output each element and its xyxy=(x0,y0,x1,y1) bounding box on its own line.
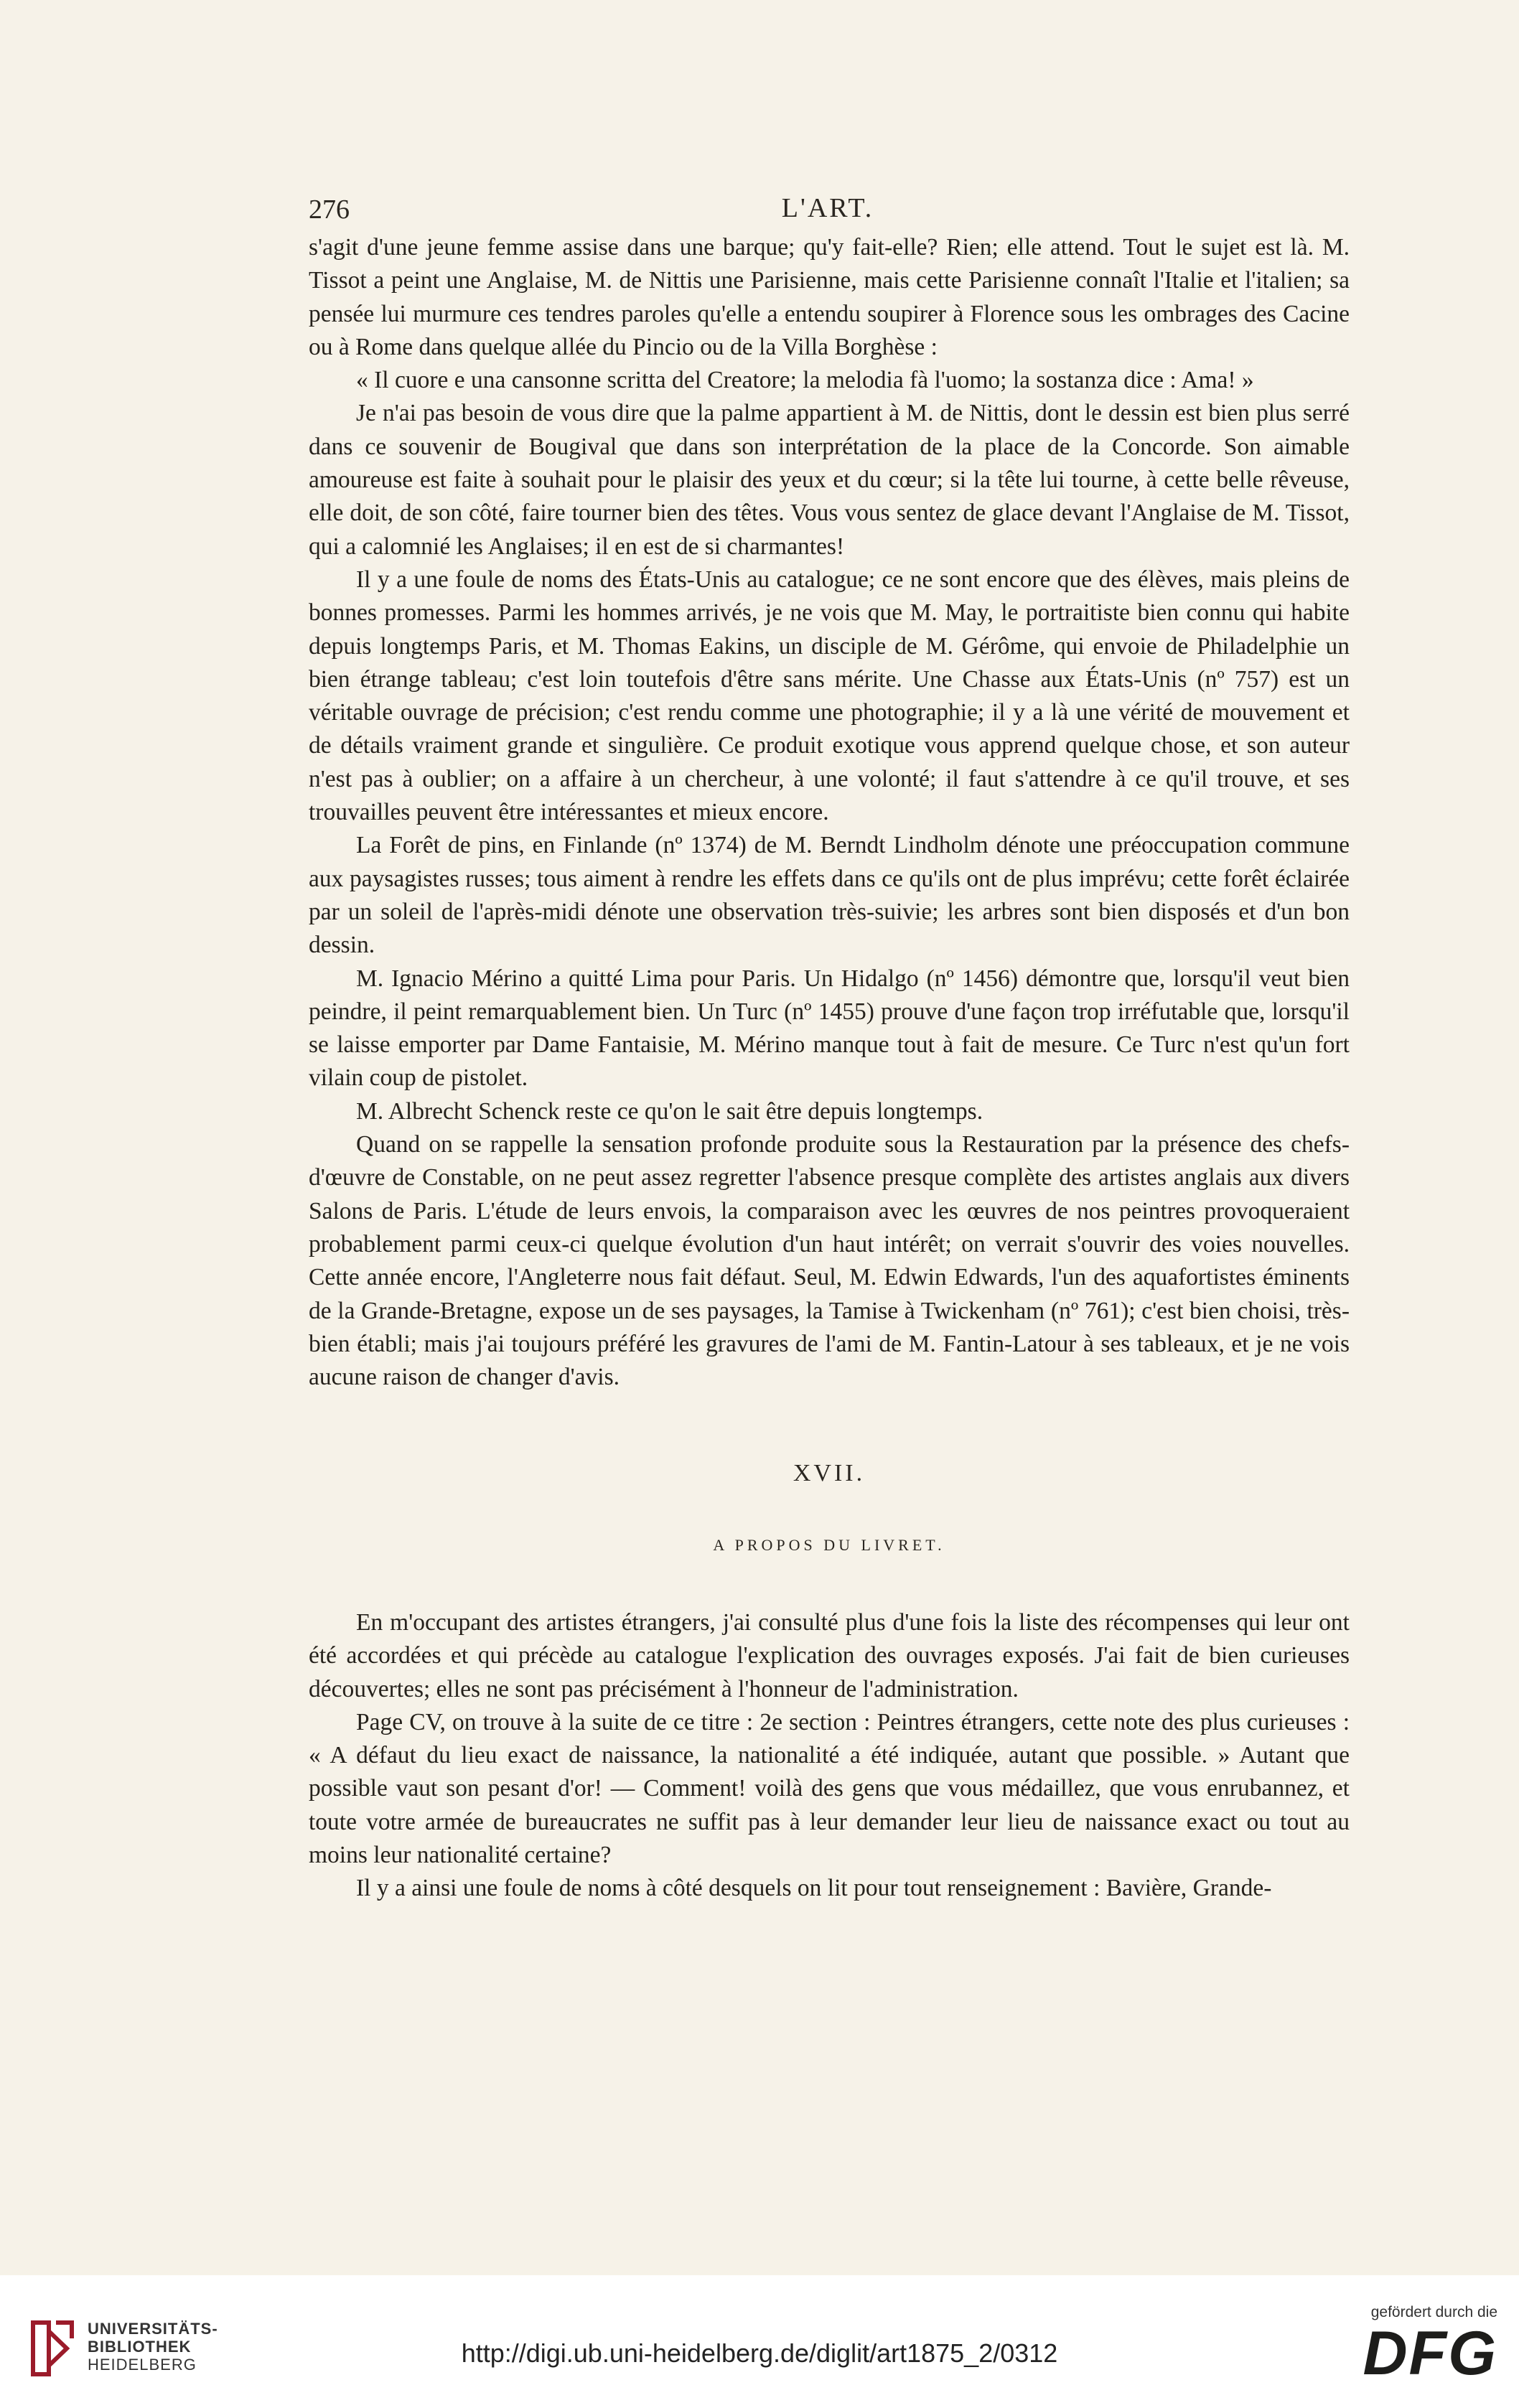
paragraph: En m'occupant des artistes étrangers, j'ai consulté plus d'une fois la liste des récompenses qui leur ont été accordées et qui précède au catalogue l'explication des ouvrages exposés. J'ai fait de bien curieuses découvertes; elles ne sont pas précisément à l'honneur de l'administration. xyxy=(309,1609,1350,1702)
library-name: UNIVERSITÄTS- BIBLIOTHEK HEIDELBERG xyxy=(88,2320,218,2374)
section-title: A PROPOS DU LIVRET. xyxy=(713,1536,945,1554)
paragraph: s'agit d'une jeune femme assise dans une barque; qu'y fait-elle? Rien; elle attend. Tout le sujet est là. M. Tissot a peint une Anglaise, M. de Nittis une Parisienne, mais cette Parisienne connaît l'Italie et l'italien; sa pensée lui murmure ces tendres paroles qu'elle a entendu soupirer à Florence sous les ombrages des Cacine ou à Rome dans quelque allée du Pincio ou de la Villa Borghèse : xyxy=(309,234,1350,360)
running-title: L'ART. xyxy=(781,193,874,223)
page-header xyxy=(306,188,1350,231)
page-number: 276 xyxy=(309,195,350,225)
section-body xyxy=(309,231,1350,1394)
paragraph: M. Albrecht Schenck reste ce qu'on le sait être depuis longtemps. xyxy=(356,1097,983,1125)
dfg-logo: DFG xyxy=(1363,2319,1497,2388)
paragraph: Il y a ainsi une foule de noms à côté desquels on lit pour tout renseignement : Bavière, Grande- xyxy=(356,1875,1272,1902)
quote-paragraph: « Il cuore e una cansonne scritta del Creatore; la melodia fà l'uomo; la sostanza dice : Ama! » xyxy=(356,367,1254,394)
paragraph: Page CV, on trouve à la suite de ce titre : 2e section : Peintres étrangers, cette note des plus curieuses : « A défaut du lieu exact de naissance, la nationalité a été indiquée, autant que possible. » Autant que possible vaut son pesant d'or! — Comment! voilà des gens que vous médaillez, que vous enrubannez, et toute votre armée de bureaucrates ne suffit pas à leur demander leur lieu de naissance exact ou tout au moins leur nationalité certaine? xyxy=(309,1708,1350,1869)
paragraph: M. Ignacio Mérino a quitté Lima pour Paris. Un Hidalgo (nº 1456) démontre que, lorsqu'il veut bien peindre, il peint remarquablement bien. Un Turc (nº 1455) prouve d'une façon trop irréfutable que, lorsqu'il se laisse emporter par Dame Fantaisie, M. Mérino manque tout à fait de mesure. Ce Turc n'est qu'un fort vilain coup de pistolet. xyxy=(309,965,1350,1092)
permalink-url[interactable]: http://digi.ub.uni-heidelberg.de/diglit/art1875_2/0312 xyxy=(461,2338,1058,2368)
paragraph: Il y a une foule de noms des États-Unis au catalogue; ce ne sont encore que des élèves, mais pleins de bonnes promesses. Parmi les hommes arrivés, je ne vois que M. May, le portraitiste bien connu qui habite depuis longtemps Paris, et M. Thomas Eakins, un disciple de M. Gérôme, qui envoie de Philadelphie un bien étrange tableau; c'est loin toutefois d'être sans mérite. Une Chasse aux États-Unis (nº 757) est un véritable ouvrage de précision; c'est rendu comme une photographie; il y a là une vérité de mouvement et de détails vraiment grande et singulière. Ce produit exotique vous apprend quelque chose, et son auteur n'est pas à oublier; on a affaire à un chercheur, à une volonté; il faut s'attendre à ce qu'il trouve, et ses trouvailles peuvent être intéressantes et mieux encore. xyxy=(309,566,1350,826)
paragraph: Quand on se rappelle la sensation profonde produite sous la Restauration par la présence des chefs-d'œuvre de Constable, on ne peut assez regretter l'absence presque complète des artistes anglais aux divers Salons de Paris. L'étude de leurs envois, la comparaison avec les œuvres de nos peintres provoqueraient probablement parmi ceux-ci quelque évolution d'un haut intérêt; on verrait s'ouvrir des voies nouvelles. Cette année encore, l'Angleterre nous fait défaut. Seul, M. Edwin Edwards, l'un des aquafortistes éminents de la Grande-Bretagne, expose un de ses paysages, la Tamise à Twickenham (nº 761); c'est bien choisi, très-bien établi; mais j'ai toujours préféré les gravures de l'ami de M. Fantin-Latour à ses tableaux, et je ne vois aucune raison de changer d'avis. xyxy=(309,1131,1350,1391)
section-body-2 xyxy=(309,1606,1350,1906)
paragraph: La Forêt de pins, en Finlande (nº 1374) de M. Berndt Lindholm dénote une préoccupation commune aux paysagistes russes; tous aiment à rendre les effets dans ce qu'ils ont de plus imprévu; cette forêt éclairée par un soleil de l'après-midi dénote une observation très-suivie; les arbres sont bien disposés et d'un bon dessin. xyxy=(309,832,1350,959)
viewer-footer xyxy=(0,2275,1519,2408)
section-number: XVII. xyxy=(793,1460,866,1486)
funder-label: gefördert durch die xyxy=(1370,2304,1497,2320)
paragraph: Je n'ai pas besoin de vous dire que la palme appartient à M. de Nittis, dont le dessin est bien plus serré dans ce souvenir de Bougival que dans son interprétation de la place de la Concorde. Son aimable amoureuse est faite à souhait pour le plaisir des yeux et du cœur; si la tête lui tourne, à cette belle rêveuse, elle doit, de son côté, faire tourner bien des têtes. Vous vous sentez de glace devant l'Anglaise de M. Tissot, qui a calomnié les Anglaises; il en est de si charmantes! xyxy=(309,400,1350,560)
funder-block xyxy=(1311,2304,1497,2386)
